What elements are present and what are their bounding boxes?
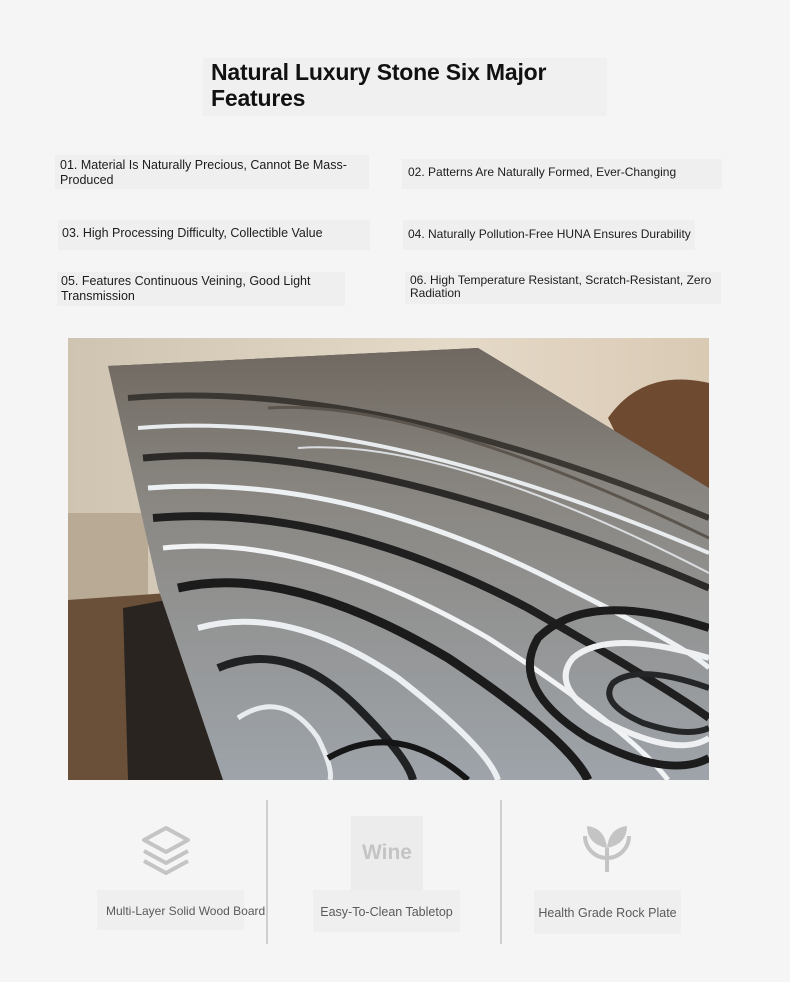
feature-item-05 xyxy=(57,272,345,306)
marble-tabletop-photo xyxy=(68,338,709,780)
feature-label: 05. Features Continuous Veining, Good Light Transmission xyxy=(61,274,311,303)
feature-item-06 xyxy=(405,272,721,304)
bottom-label-3: Health Grade Rock Plate xyxy=(534,890,681,934)
wine-text-icon: Wine xyxy=(351,816,423,890)
feature-label: 02. Patterns Are Naturally Formed, Ever-Changing xyxy=(408,165,677,179)
divider-left xyxy=(266,800,268,944)
feature-label: 06. High Temperature Resistant, Scratch-Resistant, Zero Radiation xyxy=(410,273,712,300)
feature-item-03 xyxy=(58,220,370,250)
marble-illustration xyxy=(68,338,709,780)
feature-item-02 xyxy=(402,159,722,189)
feature-label: 01. Material Is Naturally Precious, Cannot Be Mass-Produced xyxy=(60,158,347,187)
page-title: Natural Luxury Stone Six Major Features xyxy=(211,59,547,111)
bottom-label-2: Easy-To-Clean Tabletop xyxy=(313,890,460,932)
divider-right xyxy=(500,800,502,944)
bottom-label-1: Multi-Layer Solid Wood Board xyxy=(97,890,244,930)
feature-item-04 xyxy=(403,220,695,250)
feature-item-01 xyxy=(55,155,369,189)
layers-icon xyxy=(140,824,192,876)
feature-label: 03. High Processing Difficulty, Collectible Value xyxy=(62,226,323,240)
feature-label: 04. Naturally Pollution-Free HUNA Ensures Durability xyxy=(408,227,691,241)
sprout-icon xyxy=(579,822,635,878)
